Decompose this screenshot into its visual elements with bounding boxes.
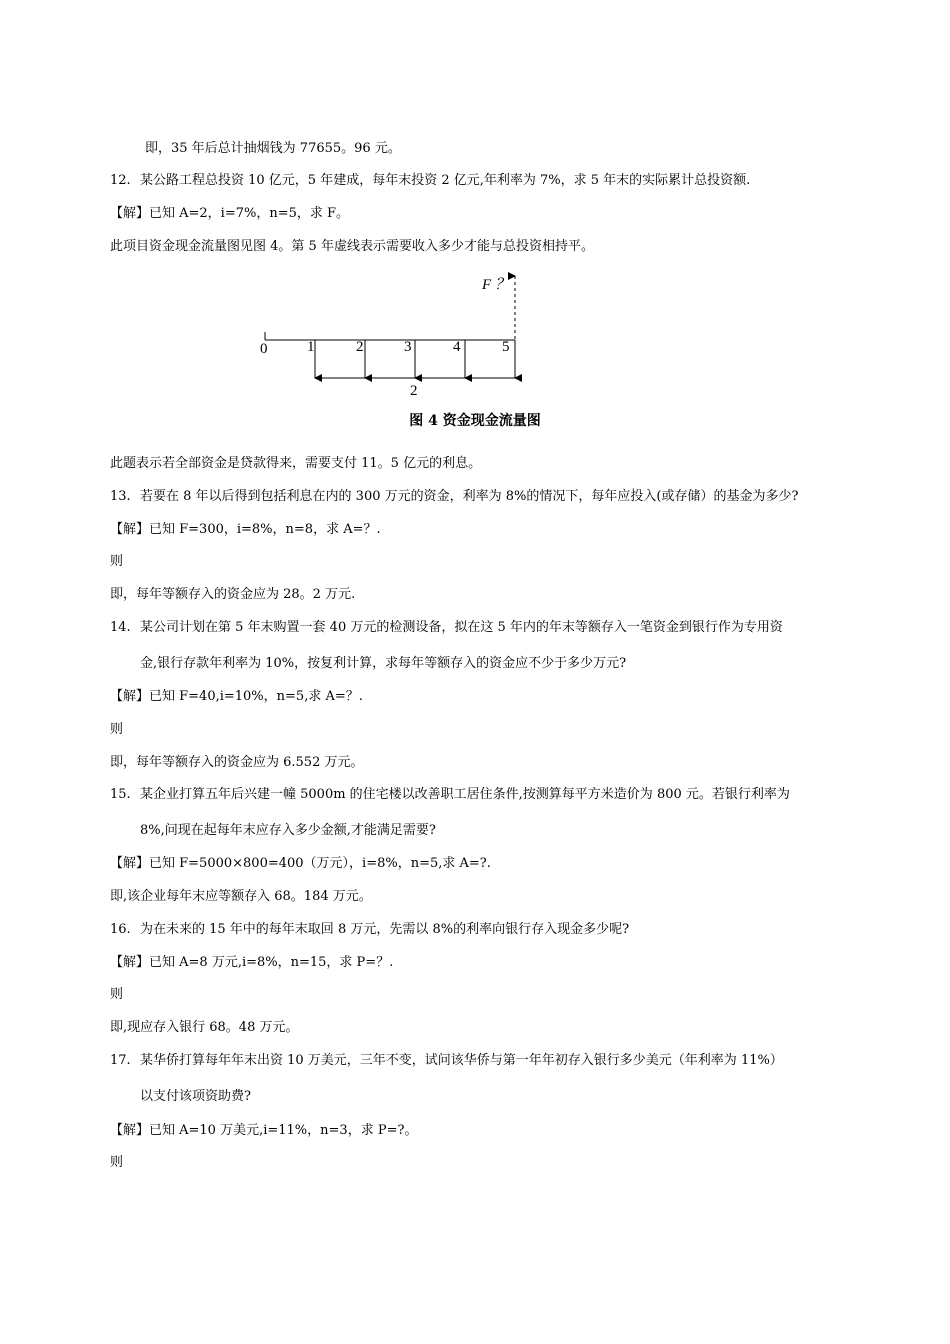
text-line: 此项目资金现金流量图见图 4。第 5 年虚线表示需要收入多少才能与总投资相持平。 — [110, 239, 594, 254]
question-number: 14. — [110, 620, 131, 635]
text-line: 以支付该项资助费? — [140, 1089, 251, 1104]
figure-caption: 图 4 资金现金流量图 — [409, 413, 541, 429]
solution-line: 【解】已知 A=10 万美元,i=11%，n=3，求 P=?。 — [110, 1123, 418, 1138]
text-line: 即,现应存入银行 68。48 万元。 — [110, 1020, 299, 1035]
question-number: 13. — [110, 489, 131, 504]
period-label: 5 — [502, 339, 510, 355]
text-line: 则 — [110, 554, 124, 569]
question-16: 16. 为在未来的 15 年中的每年末取回 8 万元，先需以 8%的利率向银行存入现金多少呢? — [110, 922, 630, 937]
question-14: 14. 某公司计划在第 5 年末购置一套 40 万元的检测设备，拟在这 5 年内的年末等额存入一笔资金到银行作为专用资 — [110, 620, 783, 635]
text-line: 即，每年等额存入的资金应为 28。2 万元. — [110, 587, 356, 602]
question-12: 12. 某公路工程总投资 10 亿元，5 年建成，每年末投资 2 亿元,年利率为 7%，求 5 年末的实际累计总投资额. — [110, 173, 751, 188]
question-number: 12. — [110, 173, 131, 188]
solution-line: 【解】已知 A=2，i=7%，n=5，求 F。 — [110, 206, 350, 221]
period-label: 3 — [404, 339, 412, 355]
question-number: 16. — [110, 922, 131, 937]
period-label: 1 — [307, 339, 315, 355]
cash-flow-diagram — [240, 268, 540, 403]
question-number: 15. — [110, 787, 131, 802]
question-17: 17. 某华侨打算每年年末出资 10 万美元，三年不变，试问该华侨与第一年年初存入银行多少美元（年利率为 11%） — [110, 1053, 783, 1068]
text-line: 即，每年等额存入的资金应为 6.552 万元。 — [110, 755, 364, 770]
text-line: 则 — [110, 722, 124, 737]
text-line: 8%,问现在起每年末应存入多少金额,才能满足需要? — [140, 823, 436, 838]
future-value-label: F ？ — [482, 277, 510, 293]
text-line: 此题表示若全部资金是贷款得来，需要支付 11。5 亿元的利息。 — [110, 456, 482, 471]
text-line: 金,银行存款年利率为 10%，按复利计算，求每年等额存入的资金应不少于多少万元? — [140, 656, 627, 671]
question-15: 15. 某企业打算五年后兴建一幢 5000m 的住宅楼以改善职工居住条件,按测算每平方米造价为 800 元。若银行利率为 — [110, 787, 790, 802]
payment-amount-label: 2 — [410, 383, 418, 399]
period-label: 4 — [453, 339, 461, 355]
text-line: 则 — [110, 987, 124, 1002]
solution-line: 【解】已知 F=300，i=8%，n=8，求 A=？. — [110, 522, 381, 537]
text-line: 即，35 年后总计抽烟钱为 77655。96 元。 — [145, 141, 401, 156]
period-label: 2 — [356, 339, 364, 355]
text-line: 则 — [110, 1155, 124, 1170]
period-label: 0 — [260, 341, 268, 357]
solution-line: 【解】已知 F=40,i=10%，n=5,求 A=？. — [110, 689, 363, 704]
solution-line: 【解】已知 F=5000×800=400（万元），i=8%，n=5,求 A=?. — [110, 856, 491, 871]
question-number: 17. — [110, 1053, 131, 1068]
solution-line: 【解】已知 A=8 万元,i=8%，n=15，求 P=？. — [110, 955, 394, 970]
text-line: 即,该企业每年末应等额存入 68。184 万元。 — [110, 889, 372, 904]
question-13: 13. 若要在 8 年以后得到包括利息在内的 300 万元的资金，利率为 8%的情况下，每年应投入(或存储）的基金为多少? — [110, 489, 799, 504]
